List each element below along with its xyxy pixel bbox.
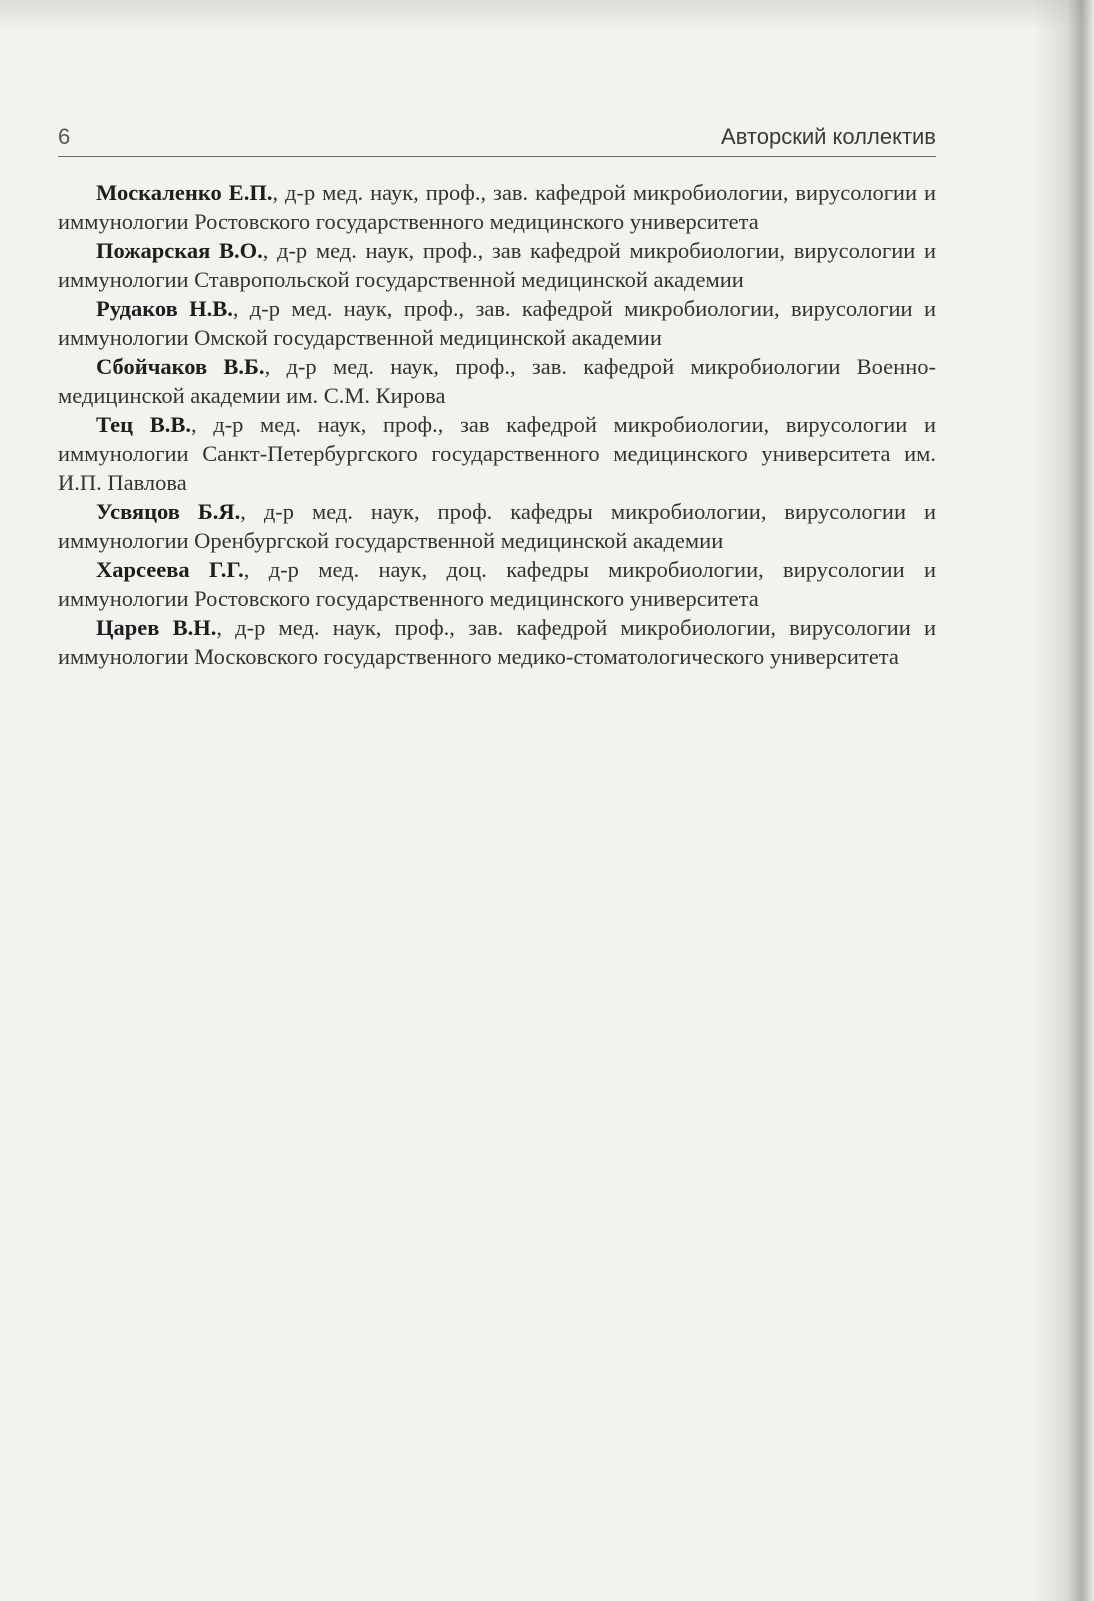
author-name: Рудаков Н.В.	[96, 296, 233, 321]
page-number: 6	[58, 124, 71, 149]
author-entry	[58, 352, 936, 410]
author-entry	[58, 613, 936, 671]
scan-top-shadow	[0, 0, 1094, 30]
author-entry	[58, 555, 936, 613]
author-description: , д-р мед. наук, проф., зав кафедрой микробиологии, вирусологии и иммунологии Ставропольской государственной медицинской академии	[58, 238, 936, 292]
author-description: , д-р мед. наук, проф. кафедры микробиологии, вирусологии и иммунологии Оренбургской государственной медицинской академии	[58, 499, 936, 553]
author-name: Тец В.В.	[96, 412, 191, 437]
author-entry	[58, 410, 936, 497]
scan-binding-shadow	[1034, 0, 1094, 1601]
author-description: , д-р мед. наук, проф., зав. кафедрой микробиологии, вирусологии и иммунологии Омской государственной медицинской академии	[58, 296, 936, 350]
author-list	[58, 178, 936, 671]
author-name: Москаленко Е.П.	[96, 180, 273, 205]
author-entry	[58, 236, 936, 294]
author-name: Пожарская В.О.	[96, 238, 263, 263]
author-description: , д-р мед. наук, доц. кафедры микробиологии, вирусологии и иммунологии Ростовского государственного медицинского университета	[58, 557, 936, 611]
section-title: Авторский коллектив	[721, 124, 936, 149]
author-name: Царев В.Н.	[96, 615, 217, 640]
author-description: , д-р мед. наук, проф., зав кафедрой микробиологии, вирусологии и иммунологии Санкт-Петербургского государственного медицинского университета им. И.П. Павлова	[58, 412, 936, 495]
author-description: , д-р мед. наук, проф., зав. кафедрой микробиологии, вирусологии и иммунологии Московского государственного медико-стоматологического университета	[58, 615, 936, 669]
author-entry	[58, 497, 936, 555]
author-description: , д-р мед. наук, проф., зав. кафедрой микробиологии, вирусологии и иммунологии Ростовского государственного медицинского университета	[58, 180, 937, 234]
author-name: Сбойчаков В.Б.	[96, 354, 265, 379]
author-description: , д-р мед. наук, проф., зав. кафедрой микробиологии Военно-медицинской академии им. С.М. Кирова	[58, 354, 936, 408]
author-entry	[58, 178, 936, 236]
author-entry	[58, 294, 936, 352]
author-name: Харсеева Г.Г.	[96, 557, 244, 582]
author-name: Усвяцов Б.Я.	[96, 499, 241, 524]
running-header	[58, 124, 936, 157]
